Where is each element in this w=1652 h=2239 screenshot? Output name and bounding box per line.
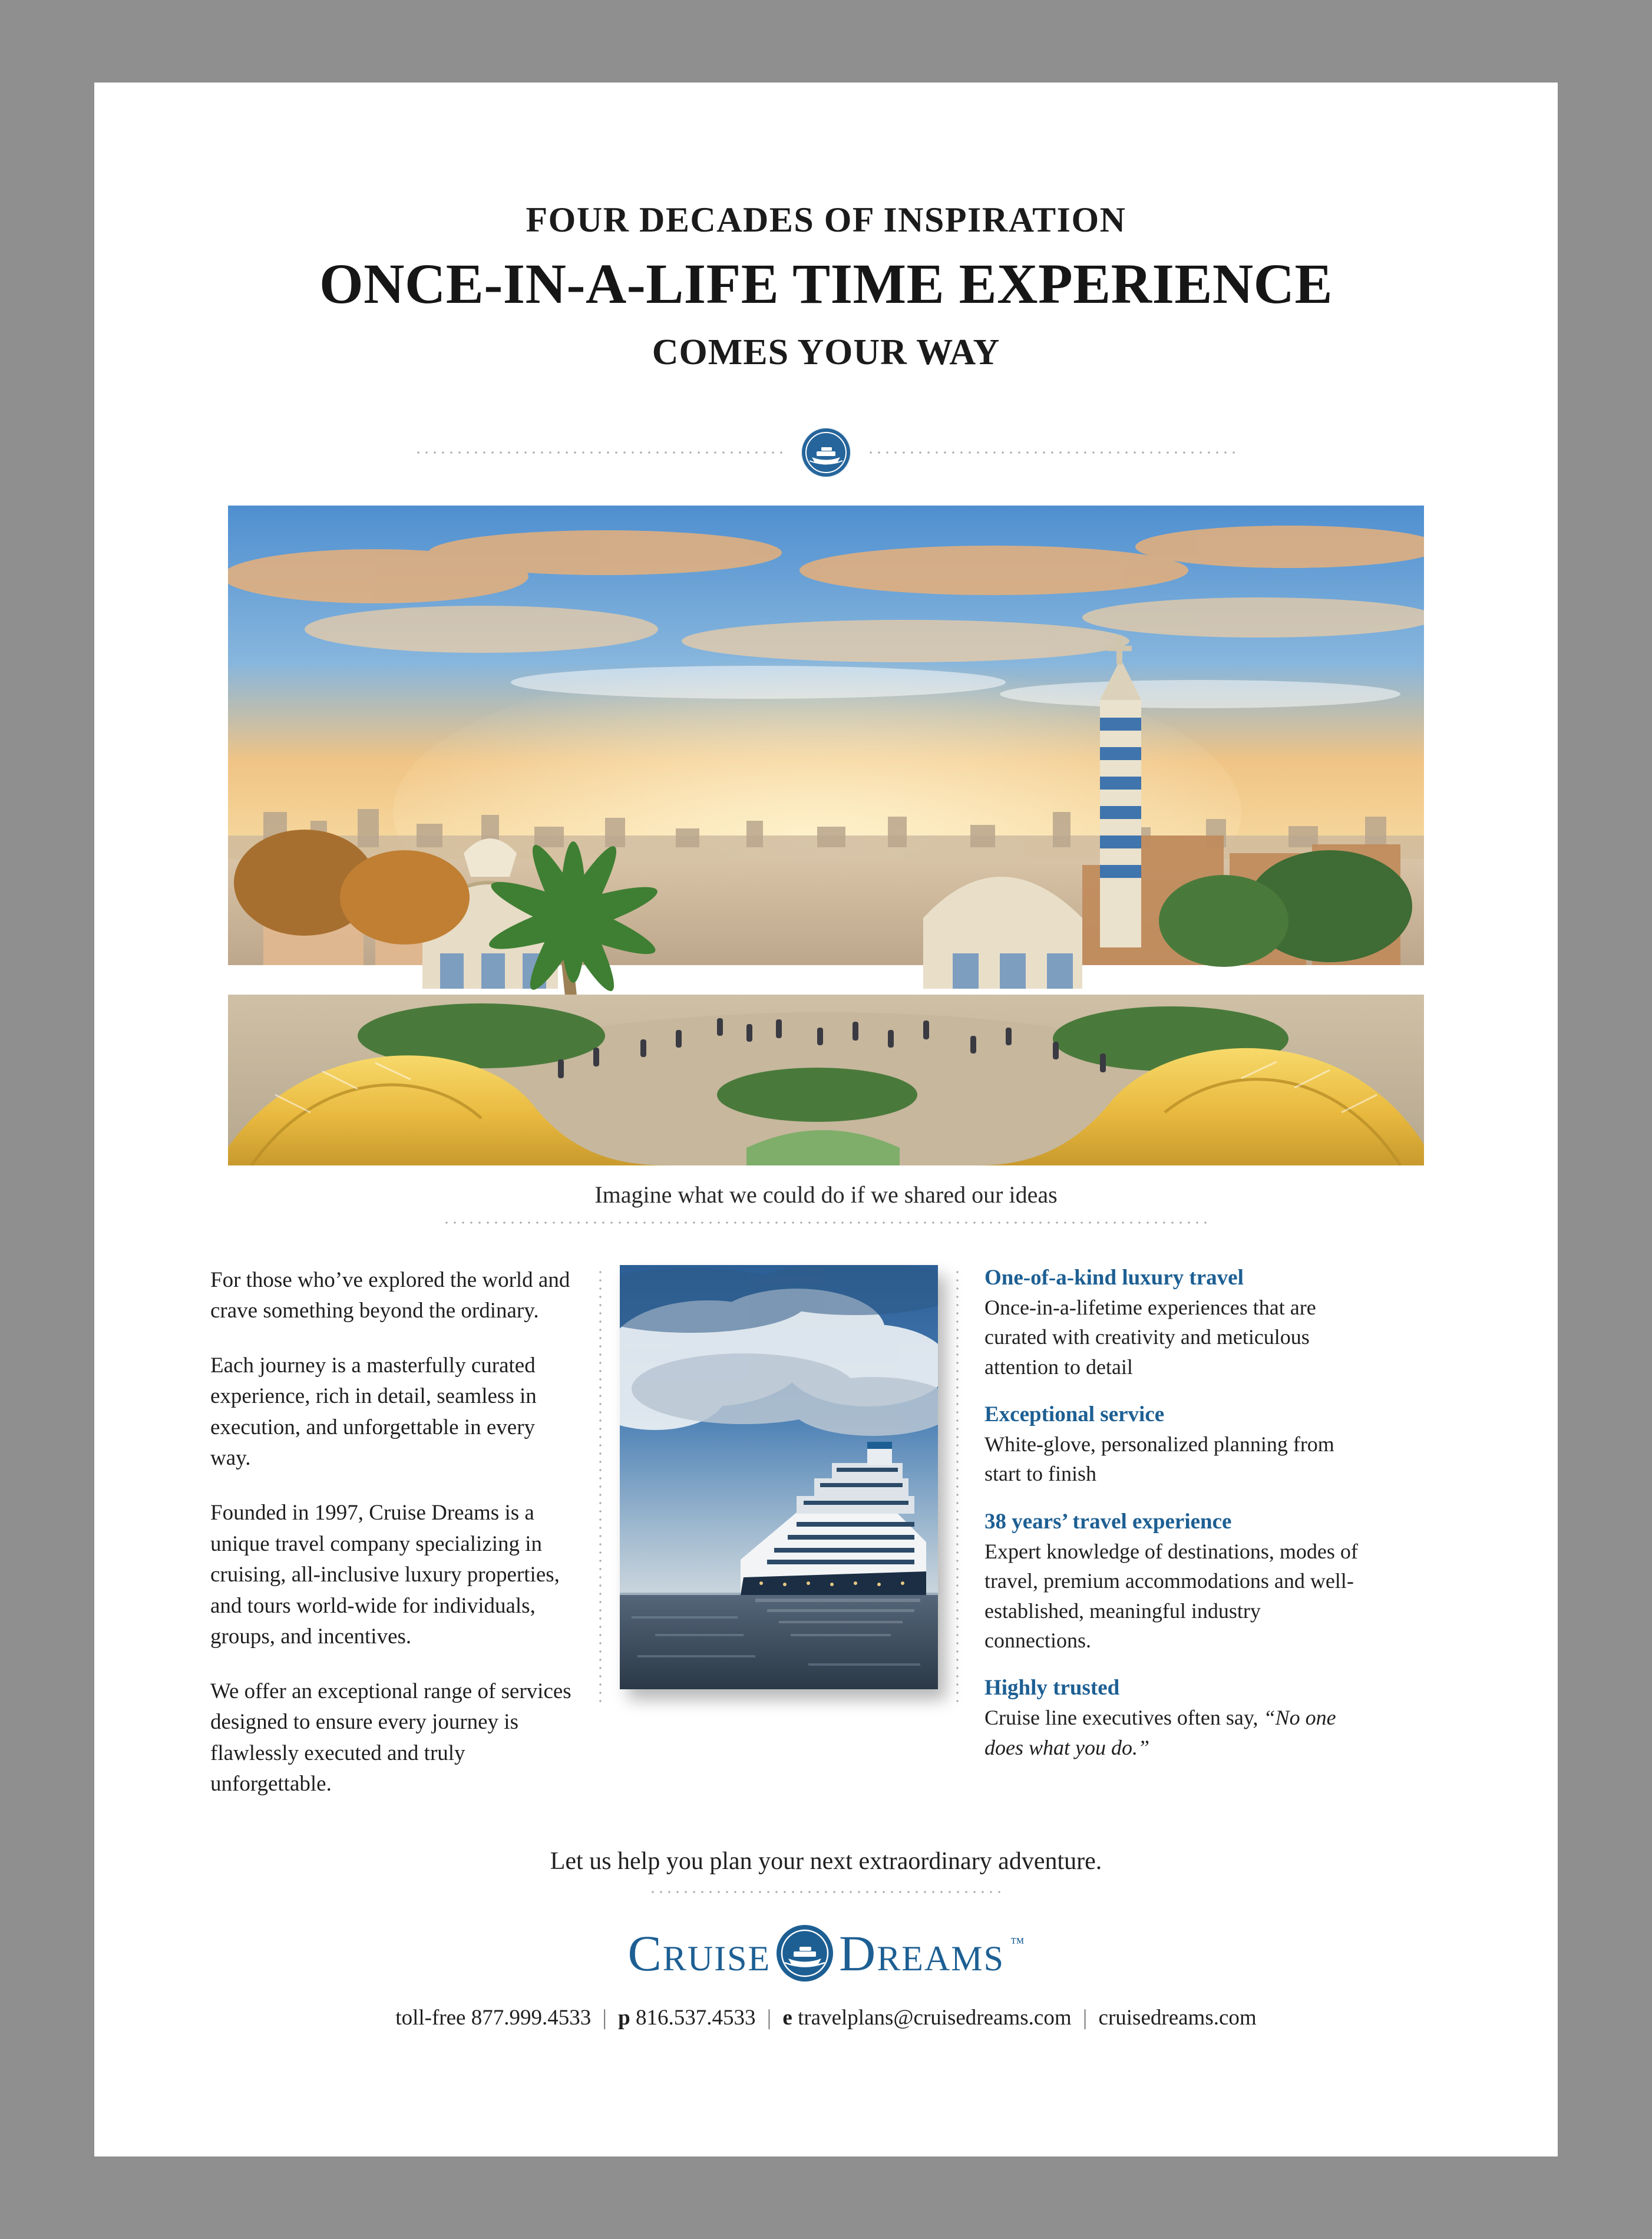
column-divider-right bbox=[956, 1269, 959, 1705]
feature-title: 38 years’ travel experience bbox=[984, 1509, 1232, 1534]
intro-paragraph-4: We offer an exceptional range of services designed to ensure every journey is flawlessly executed and truly unforgettable. bbox=[210, 1679, 571, 1797]
feature-item bbox=[984, 1402, 1365, 1489]
logo-word-dreams: Dreams bbox=[839, 1924, 1005, 1982]
divider-right bbox=[864, 451, 1241, 454]
page-title: ONCE-IN-A-LIFE TIME EXPERIENCE bbox=[319, 252, 1333, 315]
feature-title: One-of-a-kind luxury travel bbox=[984, 1265, 1244, 1290]
body-columns bbox=[210, 1265, 1442, 1800]
closing-divider bbox=[649, 1891, 1003, 1893]
closing-line: Let us help you plan your next extraordinary adventure. bbox=[550, 1847, 1102, 1875]
feature-text: White-glove, personalized planning from start to finish bbox=[984, 1432, 1334, 1486]
tollfree-number[interactable]: 877.999.4533 bbox=[471, 2005, 592, 2030]
divider-with-emblem bbox=[94, 428, 1558, 477]
feature-text-with-quote bbox=[984, 1703, 1365, 1762]
cruise-ship-photo bbox=[620, 1265, 938, 1689]
brand-logo[interactable] bbox=[94, 1925, 1558, 1982]
separator: | bbox=[602, 2005, 607, 2030]
intro-column bbox=[210, 1265, 599, 1800]
divider-left bbox=[411, 451, 788, 454]
website-url[interactable]: cruisedreams.com bbox=[1098, 2005, 1257, 2030]
feature-item bbox=[984, 1675, 1365, 1762]
contact-line bbox=[94, 2005, 1558, 2030]
caption-divider bbox=[443, 1221, 1209, 1224]
header bbox=[94, 82, 1558, 374]
ship-roundel-icon bbox=[777, 1925, 833, 1982]
feature-item bbox=[984, 1509, 1365, 1656]
phone-number[interactable]: 816.537.4533 bbox=[635, 2005, 756, 2030]
feature-quote: “No one does what you do.” bbox=[984, 1706, 1336, 1759]
separator: | bbox=[1082, 2005, 1088, 2030]
email-label: e bbox=[782, 2005, 792, 2030]
separator: | bbox=[766, 2005, 772, 2030]
trademark-symbol: ™ bbox=[1010, 1935, 1025, 1951]
feature-text: Once-in-a-lifetime experiences that are curated with creativity and meticulous attention to detail bbox=[984, 1295, 1316, 1379]
phone-label: p bbox=[618, 2005, 630, 2030]
hero-caption: Imagine what we could do if we shared our ideas bbox=[594, 1181, 1058, 1208]
features-column bbox=[959, 1265, 1365, 1762]
eyebrow-text: FOUR DECADES OF INSPIRATION bbox=[526, 200, 1126, 239]
hero-image bbox=[228, 506, 1424, 1165]
ship-emblem-icon bbox=[801, 428, 851, 477]
feature-item bbox=[984, 1265, 1365, 1382]
intro-paragraph-2: Each journey is a masterfully curated experience, rich in detail, seamless in execution, and unforgettable in every way. bbox=[210, 1353, 537, 1471]
logo-word-cruise: Cruise bbox=[627, 1924, 771, 1982]
feature-text: Cruise line executives often say, bbox=[984, 1706, 1264, 1730]
intro-paragraph-1: For those who’ve explored the world and crave something beyond the ordinary. bbox=[210, 1267, 570, 1323]
intro-paragraph-3: Founded in 1997, Cruise Dreams is a unique travel company specializing in cruising, all-inclusive luxury properties, and tours world-wide for individuals, groups, and incentives. bbox=[210, 1500, 560, 1649]
feature-text: Expert knowledge of destinations, modes of travel, premium accommodations and well-established, meaningful industry connections. bbox=[984, 1539, 1358, 1652]
flyer-page bbox=[94, 82, 1558, 2157]
photo-column bbox=[599, 1265, 959, 1689]
subheadline-text: COMES YOUR WAY bbox=[652, 332, 1000, 372]
feature-title: Highly trusted bbox=[984, 1676, 1120, 1700]
email-address[interactable]: travelplans@cruisedreams.com bbox=[798, 2005, 1072, 2030]
column-divider-left bbox=[599, 1269, 602, 1705]
feature-title: Exceptional service bbox=[984, 1402, 1165, 1426]
tollfree-label: toll-free bbox=[395, 2005, 466, 2030]
